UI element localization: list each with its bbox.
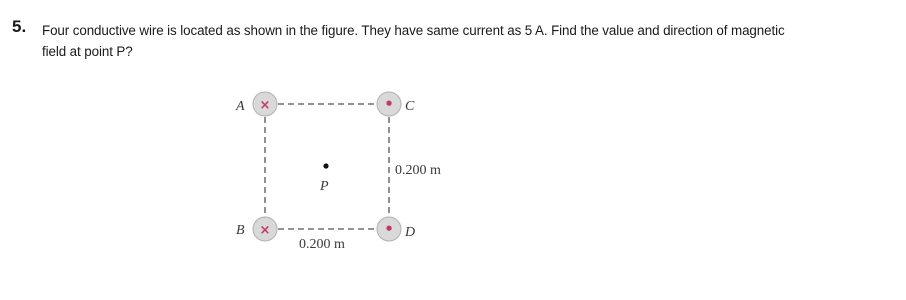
- wire-a: [235, 92, 277, 116]
- wire-d-label: D: [405, 225, 416, 240]
- wire-b-label: B: [236, 223, 245, 238]
- point-p: [319, 163, 329, 194]
- out-of-page-icon: •: [384, 220, 394, 238]
- point-p-label: P: [320, 179, 329, 194]
- into-page-icon: ×: [259, 223, 271, 238]
- wire-d: [377, 217, 415, 241]
- question-line-2: field at point P?: [42, 44, 133, 59]
- side-dimension-label: 0.200 m: [395, 163, 441, 178]
- problem-number: 5.: [12, 17, 27, 36]
- out-of-page-icon: •: [384, 95, 394, 113]
- question-line-1: Four conductive wire is located as shown in the figure. They have same current as 5 A. Find the value and direction of magnetic: [42, 23, 785, 38]
- wire-b: [236, 217, 277, 241]
- into-page-icon: ×: [259, 98, 271, 113]
- wire-a-label: A: [236, 99, 245, 114]
- wire-c-label: C: [405, 99, 415, 114]
- wire-c: [377, 92, 415, 116]
- point-p-dot: [323, 163, 328, 168]
- bottom-dimension-label: 0.200 m: [299, 237, 345, 252]
